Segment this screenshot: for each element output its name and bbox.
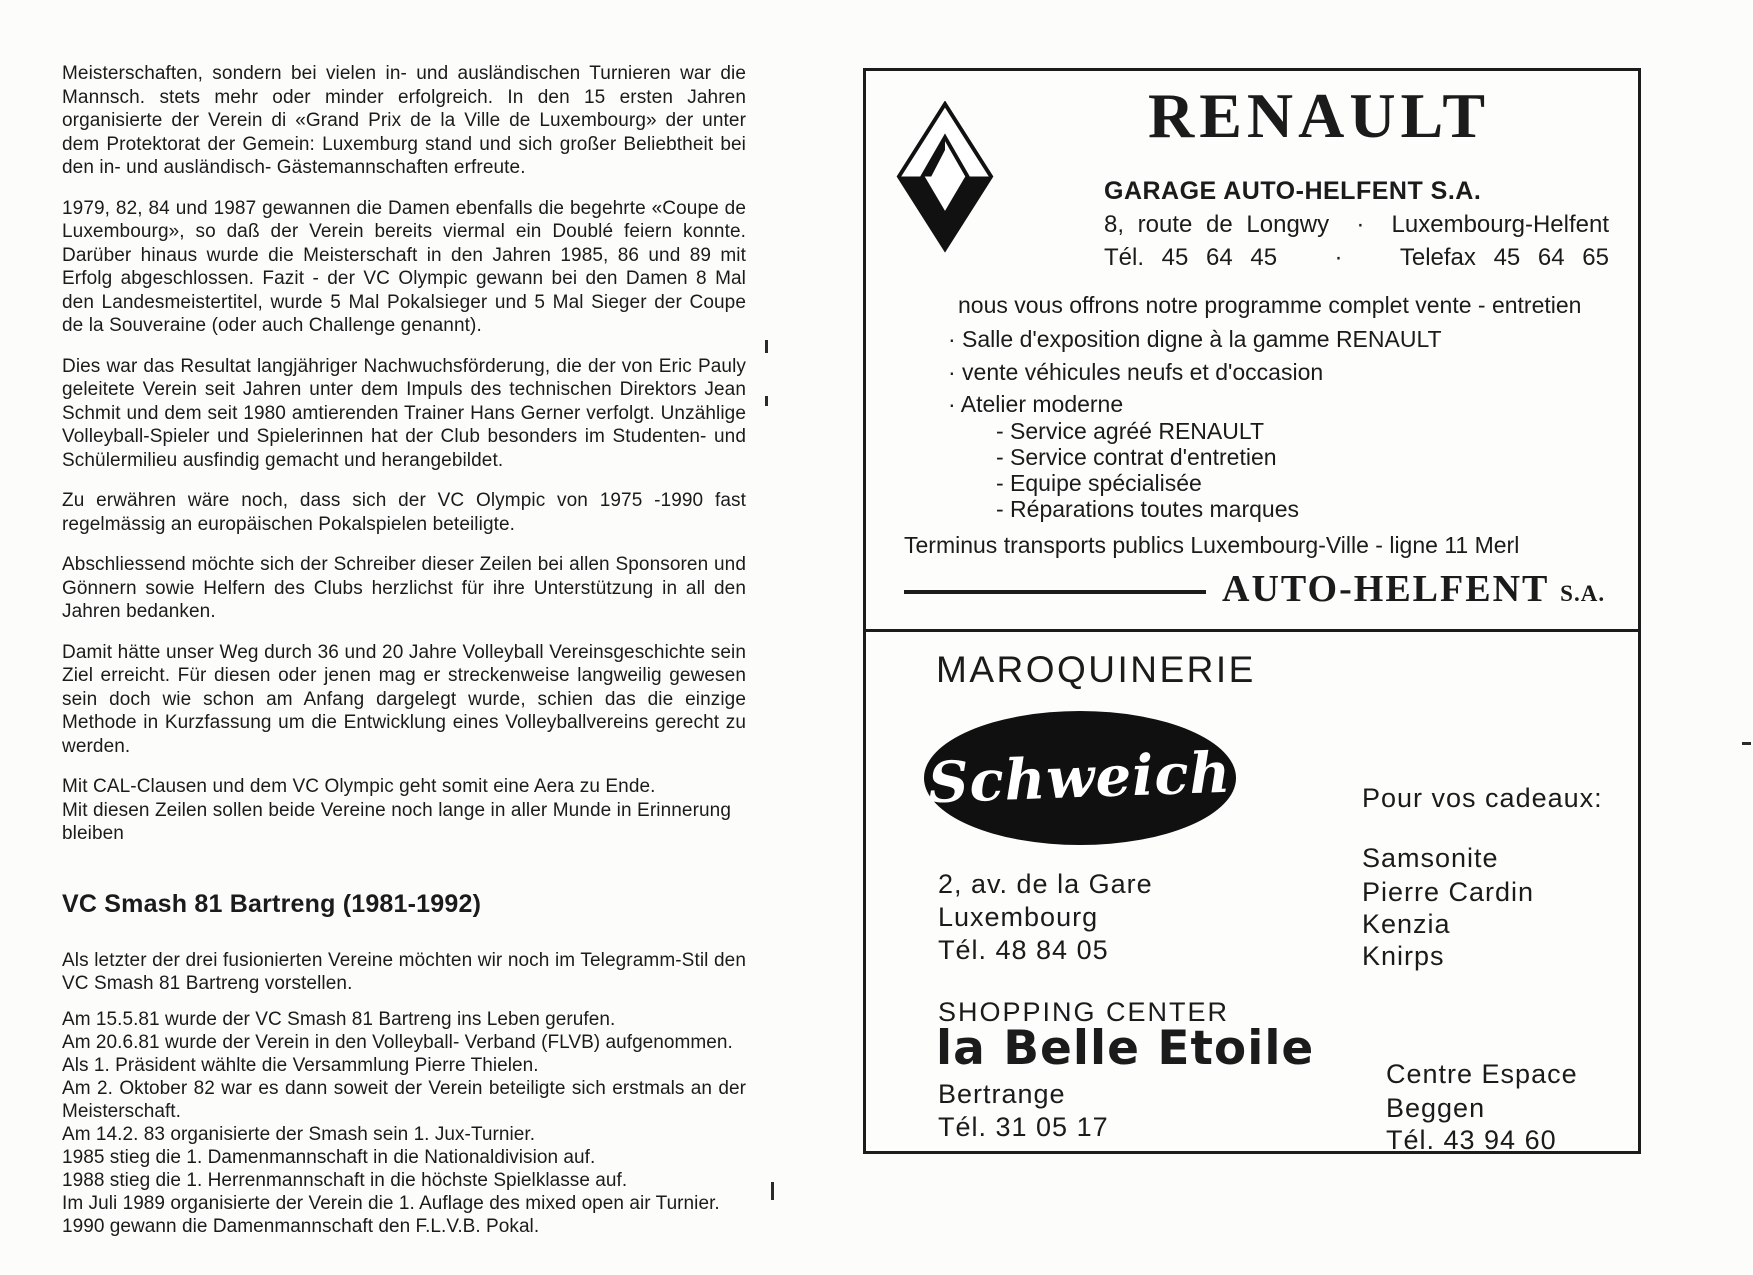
city: Luxembourg-Helfent bbox=[1391, 211, 1609, 238]
phone-number: Tél. 45 64 45 bbox=[1104, 244, 1278, 271]
schweich-wordmark: Schweich bbox=[927, 739, 1233, 817]
garage-company-name: GARAGE AUTO-HELFENT S.A. bbox=[1104, 177, 1482, 205]
offer-intro: nous vous offrons notre programme complet vente - entretien bbox=[958, 292, 1582, 318]
service-item: - Equipe spécialisée bbox=[996, 470, 1202, 496]
street-address: 8, route de Longwy bbox=[1104, 211, 1330, 238]
paragraph: Meisterschaften, sondern bei vielen in- und ausländischen Turnieren war die Mannsch. stets mehr oder minder erfolgreich. In den 15 ersten Jahren organisierte der Verein di «Grand Prix de la Ville de Luxembourg» der unter dem Protektorat der Gemein: Luxemburg stand und sich großer Beliebtheit bei den in- und ausländisch- Gästemannschaften erfreute. bbox=[62, 63, 746, 178]
paragraph: Abschliessend möchte sich der Schreiber dieser Zeilen bei allen Sponsoren und Gönnern sowie Helfern des Clubs herzlichst für ihre Unterstützung in all den Jahren bedanken. bbox=[62, 554, 746, 622]
advertisement-box bbox=[863, 68, 1641, 1154]
gift-brand: Samsonite bbox=[1362, 843, 1499, 873]
offer-bullet: · vente véhicules neufs et d'occasion bbox=[948, 359, 1324, 385]
signature-rule bbox=[904, 590, 1206, 594]
schweich-logo bbox=[924, 711, 1236, 845]
offer-bullet: · Atelier moderne bbox=[948, 391, 1124, 417]
timeline-list bbox=[62, 1008, 746, 1238]
service-item: - Réparations toutes marques bbox=[996, 496, 1299, 522]
store-name: Centre Espace bbox=[1386, 1059, 1578, 1089]
renault-diamond-icon bbox=[896, 101, 994, 253]
scan-artifact bbox=[771, 1182, 774, 1200]
fax-number: Telefax 45 64 65 bbox=[1399, 244, 1609, 271]
timeline-entry: Im Juli 1989 organisierte der Verein die 1. Auflage des mixed open air Turnier. bbox=[62, 1192, 720, 1214]
gift-brand: Pierre Cardin bbox=[1362, 877, 1535, 907]
timeline-entry: Am 14.2. 83 organisierte der Smash sein 1. Jux-Turnier. bbox=[62, 1123, 536, 1145]
la-belle-etoile-logo: la Belle Etoile bbox=[936, 1021, 1315, 1076]
section-heading: VC Smash 81 Bartreng (1981-1992) bbox=[62, 889, 482, 918]
signature-suffix: S.A. bbox=[1560, 581, 1606, 606]
renault-wordmark: RENAULT bbox=[1147, 80, 1491, 151]
shopping-center-label: SHOPPING CENTER bbox=[938, 997, 1230, 1027]
garage-address-line bbox=[1104, 211, 1609, 239]
service-item: - Service contrat d'entretien bbox=[996, 444, 1277, 470]
scan-artifact bbox=[1742, 742, 1751, 745]
gift-brand: Knirps bbox=[1362, 941, 1445, 971]
store-phone: Tél. 43 94 60 bbox=[1386, 1125, 1557, 1155]
closing-line: Mit CAL-Clausen und dem VC Olympic geht somit eine Aera zu Ende. bbox=[62, 776, 656, 797]
store-city: Bertrange bbox=[938, 1079, 1066, 1109]
phone-separator-dot: · bbox=[1334, 244, 1343, 271]
signature-name: AUTO-HELFENT bbox=[1222, 568, 1549, 610]
timeline-entry: 1988 stieg die 1. Herrenmannschaft in die höchste Spielklasse auf. bbox=[62, 1169, 628, 1191]
store-city: Luxembourg bbox=[938, 902, 1099, 932]
paragraph: Dies war das Resultat langjähriger Nachwuchsförderung, die der von Eric Pauly geleitete Verein seit Jahren unter dem Impuls des technischen Direktors Jean Schmit und dem seit 1980 amtierenden Trainer Hans Gerner verfolgt. Unzählige Volleyball-Spieler und Spielerinnen hat der Club besonders im Studenten- und Schülermilieu ausfindig gemacht und herangebildet. bbox=[62, 355, 746, 471]
address-separator-dot: · bbox=[1356, 211, 1365, 238]
paragraph: Zu erwähren wäre noch, dass sich der VC Olympic von 1975 -1990 fast regelmässig an europäischen Pokalspielen beteiligte. bbox=[62, 490, 746, 535]
closing-line: Mit diesen Zeilen sollen beide Vereine noch lange in aller Munde in Erinnerung bleiben bbox=[62, 799, 731, 844]
section-intro: Als letzter der drei fusionierten Vereine möchten wir noch im Telegramm-Stil den VC Smash 81 Bartreng vorstellen. bbox=[62, 949, 746, 994]
scan-artifact bbox=[765, 396, 768, 406]
store-address: 2, av. de la Gare bbox=[938, 869, 1153, 899]
timeline-entry: Als 1. Präsident wählte die Versammlung Pierre Thielen. bbox=[62, 1054, 539, 1076]
timeline-entry: 1990 gewann die Damenmannschaft den F.L.V.B. Pokal. bbox=[62, 1215, 540, 1237]
gift-brand: Kenzia bbox=[1362, 909, 1451, 939]
scan-artifact bbox=[765, 340, 768, 353]
gifts-heading: Pour vos cadeaux: bbox=[1362, 783, 1603, 813]
paragraph: Damit hätte unser Weg durch 36 und 20 Jahre Volleyball Vereinsgeschichte sein Ziel erreicht. Für diesen oder jenen mag er streckenweise langweilig gewesen sein doch wie schon am Anfang dargelegt wurde, schien das die einzige Methode in Kurzfassung um die Entwicklung eines Volleyballvereins gerecht zu werden. bbox=[62, 641, 746, 757]
auto-helfent-signature bbox=[1222, 567, 1605, 611]
article-column bbox=[62, 62, 746, 1238]
timeline-entry: Am 15.5.81 wurde der VC Smash 81 Bartreng ins Leben gerufen. bbox=[62, 1008, 616, 1030]
store-city: Beggen bbox=[1386, 1093, 1486, 1123]
garage-phone-line bbox=[1104, 244, 1609, 272]
store-phone: Tél. 48 84 05 bbox=[938, 935, 1109, 965]
service-item: - Service agréé RENAULT bbox=[996, 418, 1264, 444]
transport-note: Terminus transports publics Luxembourg-Ville - ligne 11 Merl bbox=[904, 532, 1520, 558]
maroquinerie-title: MAROQUINERIE bbox=[936, 649, 1256, 690]
paragraph: 1979, 82, 84 und 1987 gewannen die Damen ebenfalls die begehrte «Coupe de Luxembourg», so daß der Verein bereits viermal ein Doublé feiern konnte. Darüber hinaus wurde die Meisterschaft in den Jahren 1985, 86 und 89 mit Erfolg abgeschlossen. Fazit - der VC Olympic gewann bei den Damen 8 Mal den Landesmeistertitel, wurde 5 Mal Pokalsieger und 5 Mal Sieger der Coupe de la Souveraine (oder auch Challenge genannt). bbox=[62, 197, 746, 336]
timeline-entry: 1985 stieg die 1. Damenmannschaft in die Nationaldivision auf. bbox=[62, 1146, 596, 1168]
offer-bullet: · Salle d'exposition digne à la gamme RENAULT bbox=[948, 326, 1442, 352]
store-phone: Tél. 31 05 17 bbox=[938, 1112, 1109, 1142]
timeline-entry: Am 2. Oktober 82 war es dann soweit der Verein beteiligte sich erstmals an der Meisterschaft. bbox=[62, 1077, 746, 1122]
timeline-entry: Am 20.6.81 wurde der Verein in den Volleyball- Verband (FLVB) aufgenommen. bbox=[62, 1031, 733, 1053]
ad-divider-rule bbox=[863, 629, 1641, 632]
